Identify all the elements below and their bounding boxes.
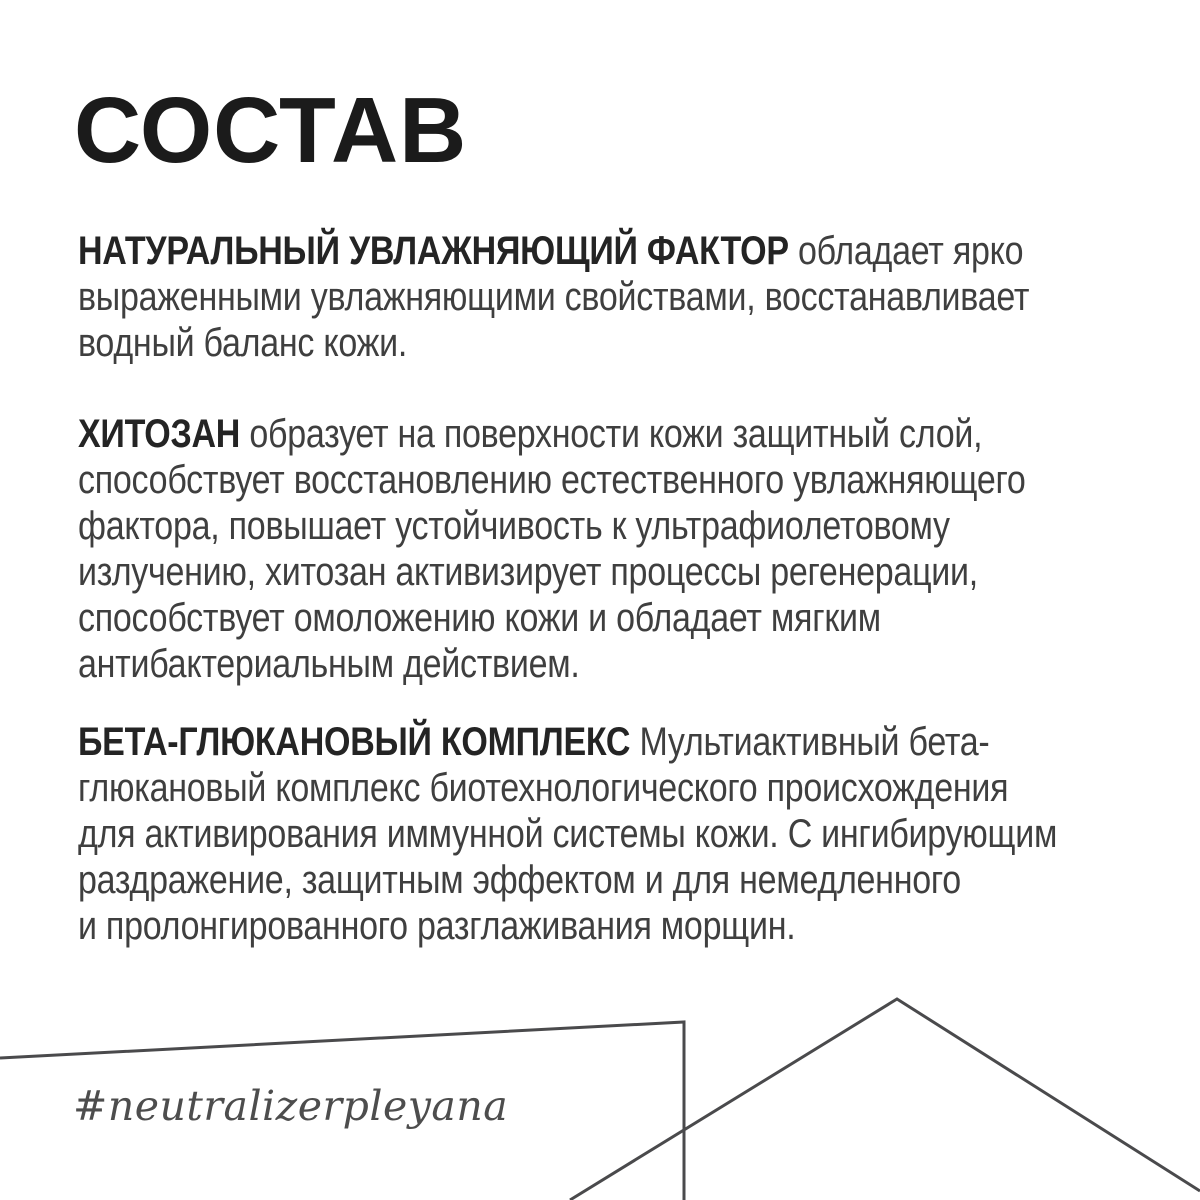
section-line: для активирования иммунной системы кожи. С ингибирующим	[78, 812, 1058, 856]
section-line	[78, 228, 1029, 274]
page-title: СОСТАВ	[74, 78, 468, 182]
section-line: способствует восстановлению естественного увлажняющего	[78, 458, 1026, 502]
ingredient-text: обладает ярко	[797, 229, 1024, 273]
section-line	[78, 719, 1057, 765]
decor-mountain-peak-line	[570, 999, 1200, 1200]
brand-hashtag: #neutralizerpleyana	[73, 1082, 509, 1130]
section-line: глюкановый комплекс биотехнологического происхождения	[78, 766, 1009, 810]
section-line: водный баланс кожи.	[78, 321, 408, 365]
ingredient-heading: ХИТОЗАН	[78, 412, 241, 456]
section-line: выраженными увлажняющими свойствами, восстанавливает	[78, 275, 1030, 319]
section-beta-glucan-complex	[78, 719, 1200, 949]
section-line: антибактериальным действием.	[78, 642, 580, 686]
ingredient-text: образует на поверхности кожи защитный слой,	[249, 412, 983, 456]
ingredient-heading: НАТУРАЛЬНЫЙ УВЛАЖНЯЮЩИЙ ФАКТОР	[78, 229, 789, 273]
section-line: излучению, хитозан активизирует процессы регенерации,	[78, 550, 978, 594]
section-line: фактора, повышает устойчивость к ультрафиолетовому	[78, 504, 950, 548]
section-line: способствует омоложению кожи и обладает мягким	[78, 596, 881, 640]
section-line: и пролонгированного разглаживания морщин.	[78, 904, 796, 948]
section-natural-moisturizing-factor	[78, 228, 1197, 366]
ingredient-text: Мультиактивный бета-	[639, 720, 990, 764]
ingredient-heading: БЕТА-ГЛЮКАНОВЫЙ КОМПЛЕКС	[78, 720, 631, 764]
section-chitosan	[78, 411, 1193, 687]
section-line	[78, 411, 1026, 457]
section-line: раздражение, защитным эффектом и для немедленного	[78, 858, 961, 902]
